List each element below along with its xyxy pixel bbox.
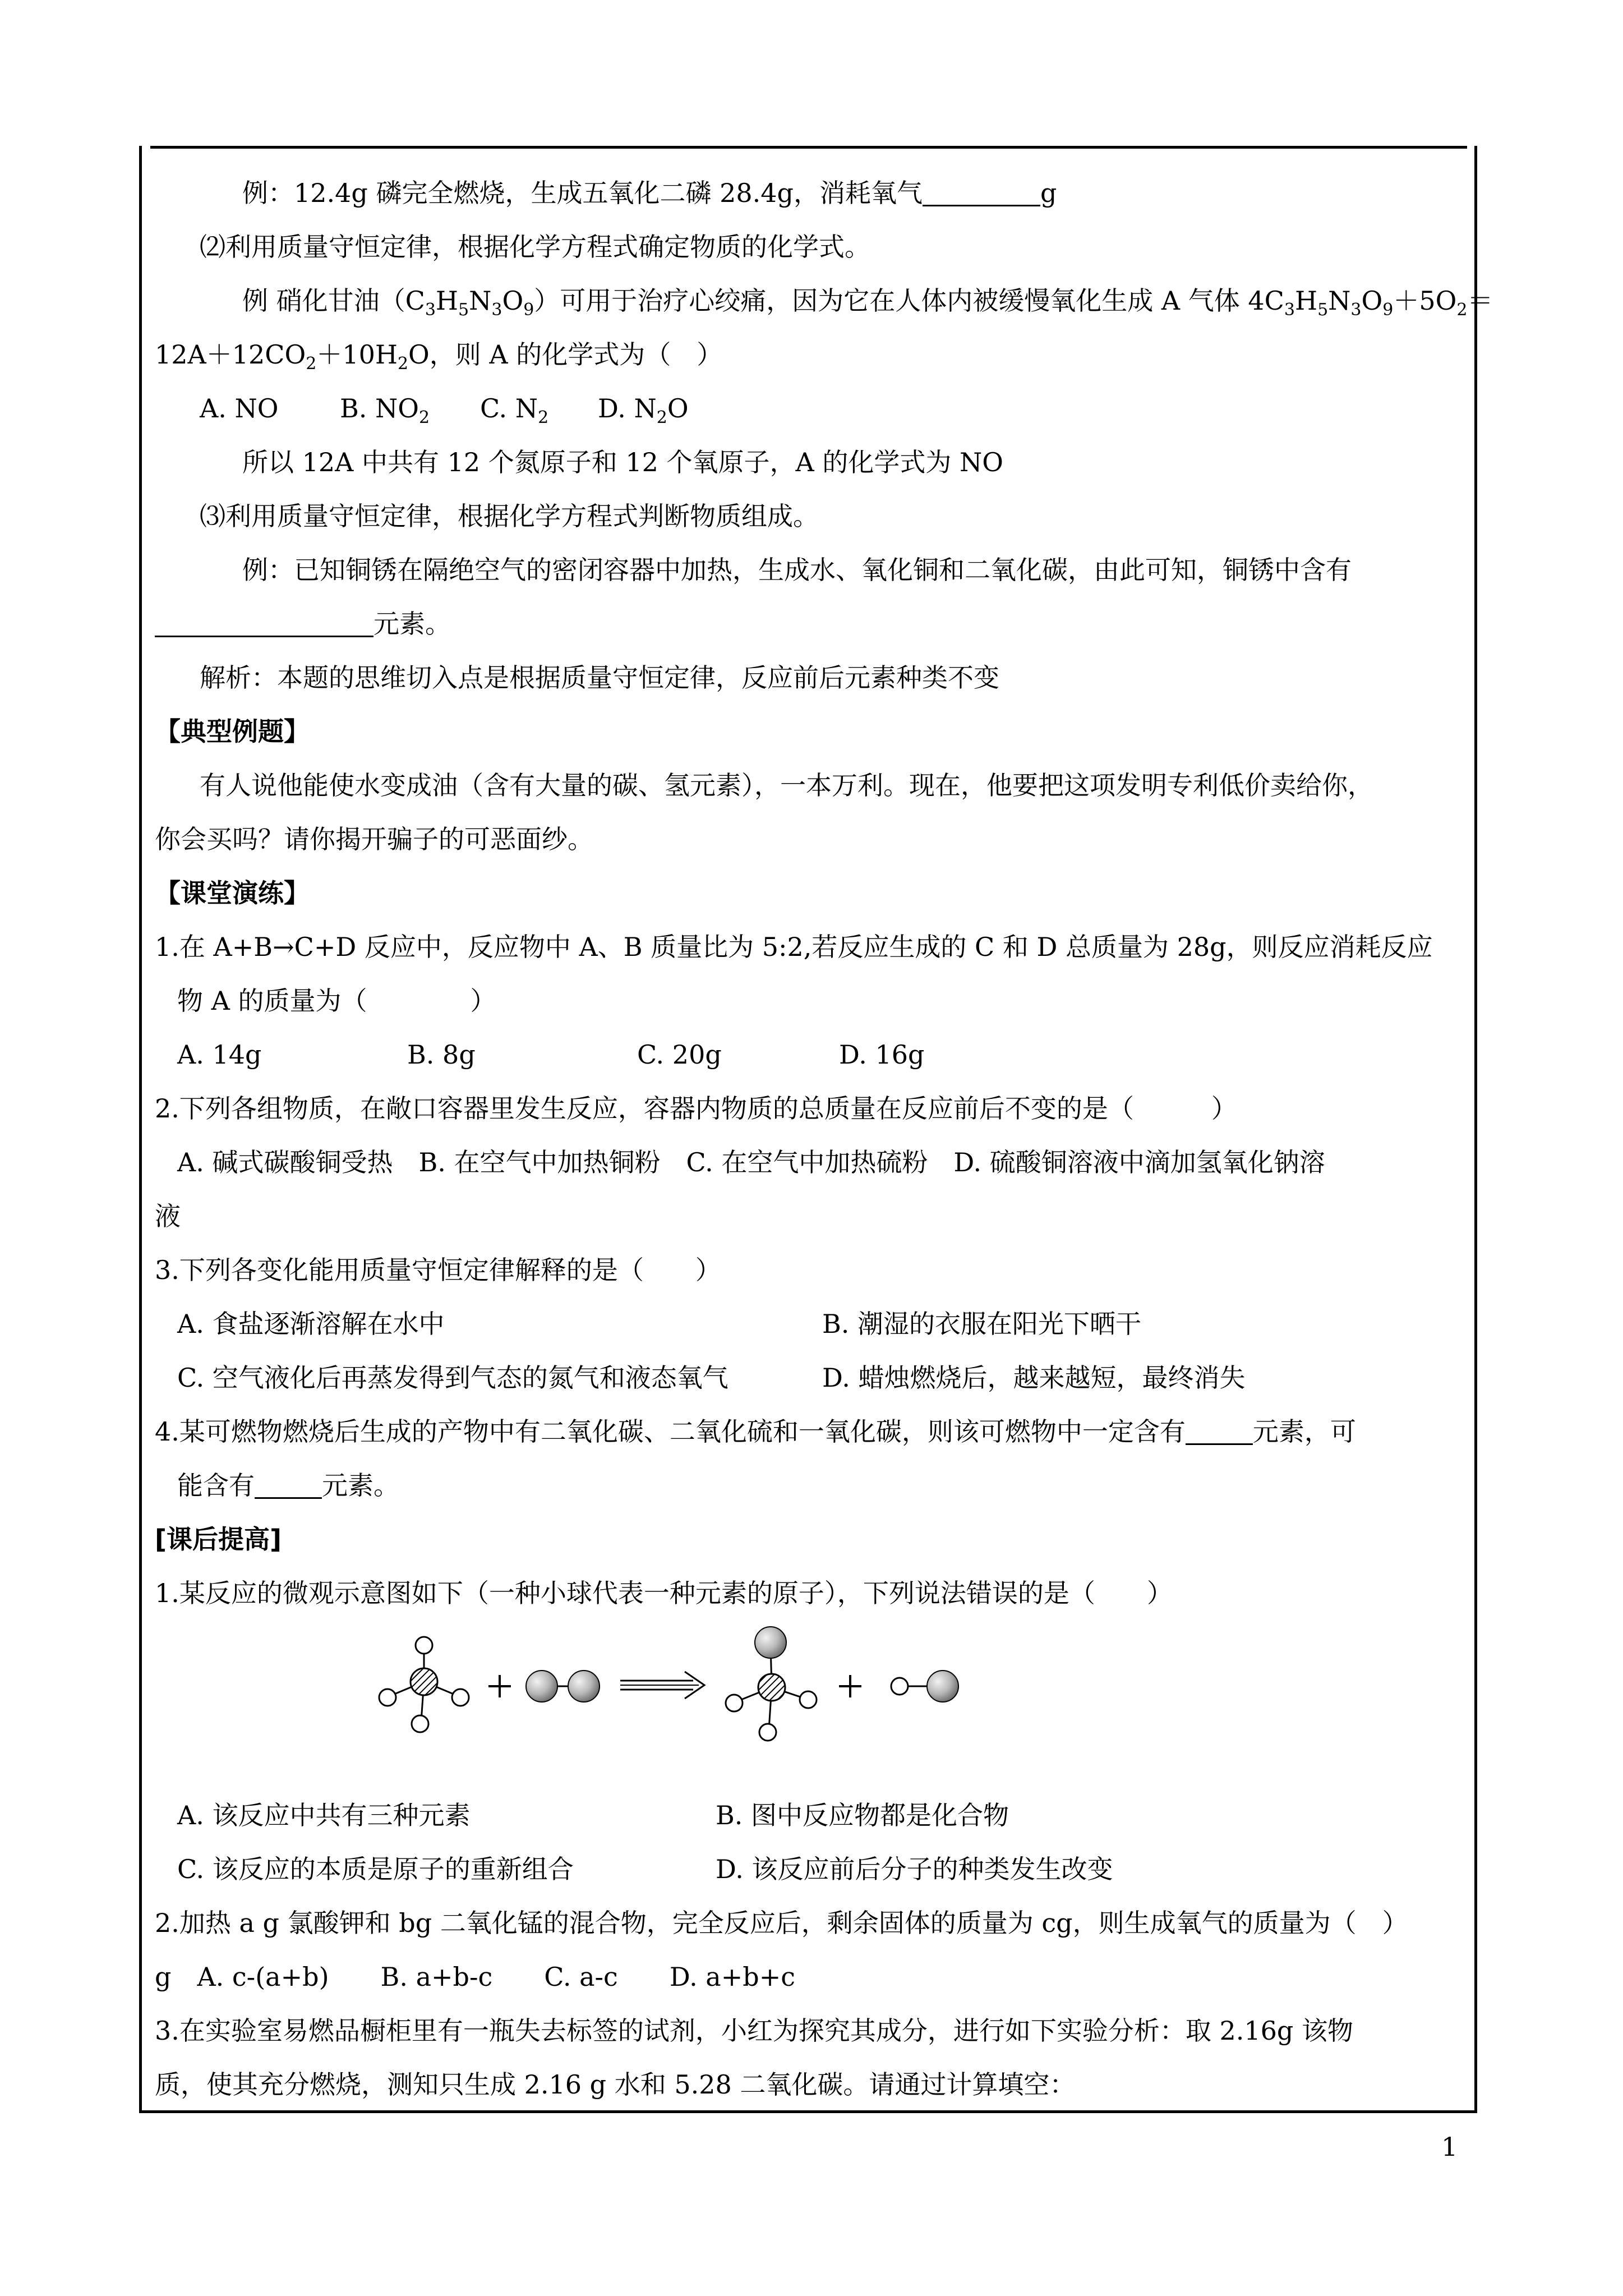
after-q3-line2: 质，使其充分燃烧，测知只生成 2.16 g 水和 5.28 二氧化碳。请通过计算填空： [155,2069,1076,2100]
option-d[interactable]: D. 该反应前后分子的种类发生改变 [716,1854,1113,1884]
option-b[interactable]: B. 图中反应物都是化合物 [716,1800,1009,1830]
after-q1-options-row1 [155,1788,1467,1842]
option-c[interactable]: C. 该反应的本质是原子的重新组合 [177,1854,574,1884]
after-q2-line2: g A. c-(a+b) B. a+b-c C. a-c D. a+b+c [155,1962,796,1992]
document-content [155,166,1493,2111]
typical-line2: 你会买吗？请你揭开骗子的可恶面纱。 [155,824,593,854]
option-a[interactable]: A. 食盐逐渐溶解在水中 [177,1309,445,1339]
example-verdigris-line1: 例：已知铜锈在隔绝空气的密闭容器中加热，生成水、氧化铜和二氧化碳，由此可知，铜锈中含有 [242,555,1352,585]
example-nitroglycerin-line1: 例 硝化甘油$(C_3H_5N_3O_9)$可用于治疗心绞痛，因为它在人体内被缓慢氧化生成 A 气体 $4C_3H_5N_3O_9+5O_2=$ [242,286,1493,320]
practice-q3-line1: 3.下列各变化能用质量守恒定律解释的是（ ） [155,1255,721,1285]
plus-sign [488,1675,511,1697]
unit-text: g [1040,178,1057,208]
answer-blank[interactable] [255,1469,322,1499]
option-a[interactable]: A. 14g [177,1039,262,1070]
option-d[interactable]: D. $N_2O$ [598,393,689,428]
practice-q4-line2: 能含有 元素。 [177,1470,399,1501]
after-q2-line1: 2.加热 a g 氯酸钾和 bg 二氧化锰的混合物，完全反应后，剩余固体的质量为 cg，则生成氧气的质量为（ ） [155,1908,1408,1938]
option-b[interactable]: B. 8g [407,1039,476,1070]
method-heading-2: ⑵利用质量守恒定律，根据化学方程式确定物质的化学式。 [200,232,870,262]
practice-q2-options: A. 碱式碳酸铜受热 B. 在空气中加热铜粉 C. 在空气中加热硫粉 D. 硫酸铜溶液中滴加氢氧化钠溶 [177,1147,1325,1177]
product-molecule-2 [891,1671,958,1702]
answer-blank[interactable] [155,608,374,637]
reactant-molecule-2 [526,1671,600,1702]
after-q1-options-row2 [155,1842,1467,1896]
practice-q1-line1: 1.在 A+B→C+D 反应中，反应物中 A、B 质量比为 5:2,若反应生成的 C 和 D 总质量为 28g，则反应消耗反应 [155,932,1433,962]
answer-blank[interactable] [1186,1415,1253,1445]
page-number: 1 [1441,2132,1458,2162]
practice-q4-line1: 4.某可燃物燃烧后生成的产物中有二氧化碳、二氧化硫和一氧化碳，则该可燃物中一定含有 元素，可 [155,1416,1356,1447]
option-c[interactable]: C. $N_2$ [480,393,549,428]
practice-q2-line1: 2.下列各组物质，在敞口容器里发生反应，容器内物质的总质量在反应前后不变的是（ ） [155,1093,1237,1124]
option-c[interactable]: C. 空气液化后再蒸发得到气态的氮气和液态氧气 [177,1363,728,1393]
reaction-diagram-svg [357,1620,1198,1788]
practice-q3-options-row2 [155,1351,1467,1405]
after-q3-line1: 3.在实验室易燃品橱柜里有一瓶失去标签的试剂，小红为探究其成分，进行如下实验分析：取 2.16g 该物 [155,2016,1354,2046]
practice-q1-options [155,1028,1467,1082]
reaction-arrow [620,1672,704,1699]
option-b[interactable]: B. $NO_2$ [340,393,430,428]
example-answer: 所以 12A 中共有 12 个氮原子和 12 个氧原子，A 的化学式为 NO [242,447,1003,477]
example-nitroglycerin-options [155,381,1467,435]
option-a[interactable]: A. 该反应中共有三种元素 [177,1800,471,1830]
example-verdigris-line2: 元素。 [155,597,1467,651]
product-molecule-1 [726,1627,817,1741]
practice-q2-line3: 液 [155,1201,181,1231]
method-heading-3: ⑶利用质量守恒定律，根据化学方程式判断物质组成。 [200,501,819,531]
plus-sign [839,1675,861,1697]
section-title-practice: 【课堂演练】 [155,878,310,908]
section-title-after-class: [课后提高] [155,1524,282,1554]
practice-q3-options-row1 [155,1297,1467,1351]
example-nitroglycerin-line2: $12A+12CO_2+10H_2O$，则 A 的化学式为（ ） [155,339,723,374]
reactant-molecule-1 [379,1637,469,1732]
option-b[interactable]: B. 潮湿的衣服在阳光下晒干 [822,1309,1142,1339]
example-phosphorus [155,166,1467,220]
option-d[interactable]: D. 16g [839,1039,925,1070]
example-analysis: 解析：本题的思维切入点是根据质量守恒定律，反应前后元素种类不变 [200,662,999,693]
after-q1-line1: 1.某反应的微观示意图如下（一种小球代表一种元素的原子），下列说法错误的是（ ） [155,1578,1173,1608]
option-c[interactable]: C. 20g [637,1039,722,1070]
option-a[interactable]: A. NO [200,393,279,424]
option-d[interactable]: D. 蜡烛燃烧后，越来越短，最终消失 [822,1363,1246,1393]
example-text: 例：12.4g 磷完全燃烧，生成五氧化二磷 28.4g，消耗氧气 [242,178,923,208]
answer-blank[interactable] [923,177,1040,206]
typical-line1: 有人说他能使水变成油（含有大量的碳、氢元素），一本万利。现在，他要把这项发明专利低价卖给你， [200,770,1373,800]
reaction-diagram [155,1620,1467,1788]
practice-q1-line2: 物 A 的质量为（ ） [177,986,496,1016]
section-title-typical: 【典型例题】 [155,716,310,747]
